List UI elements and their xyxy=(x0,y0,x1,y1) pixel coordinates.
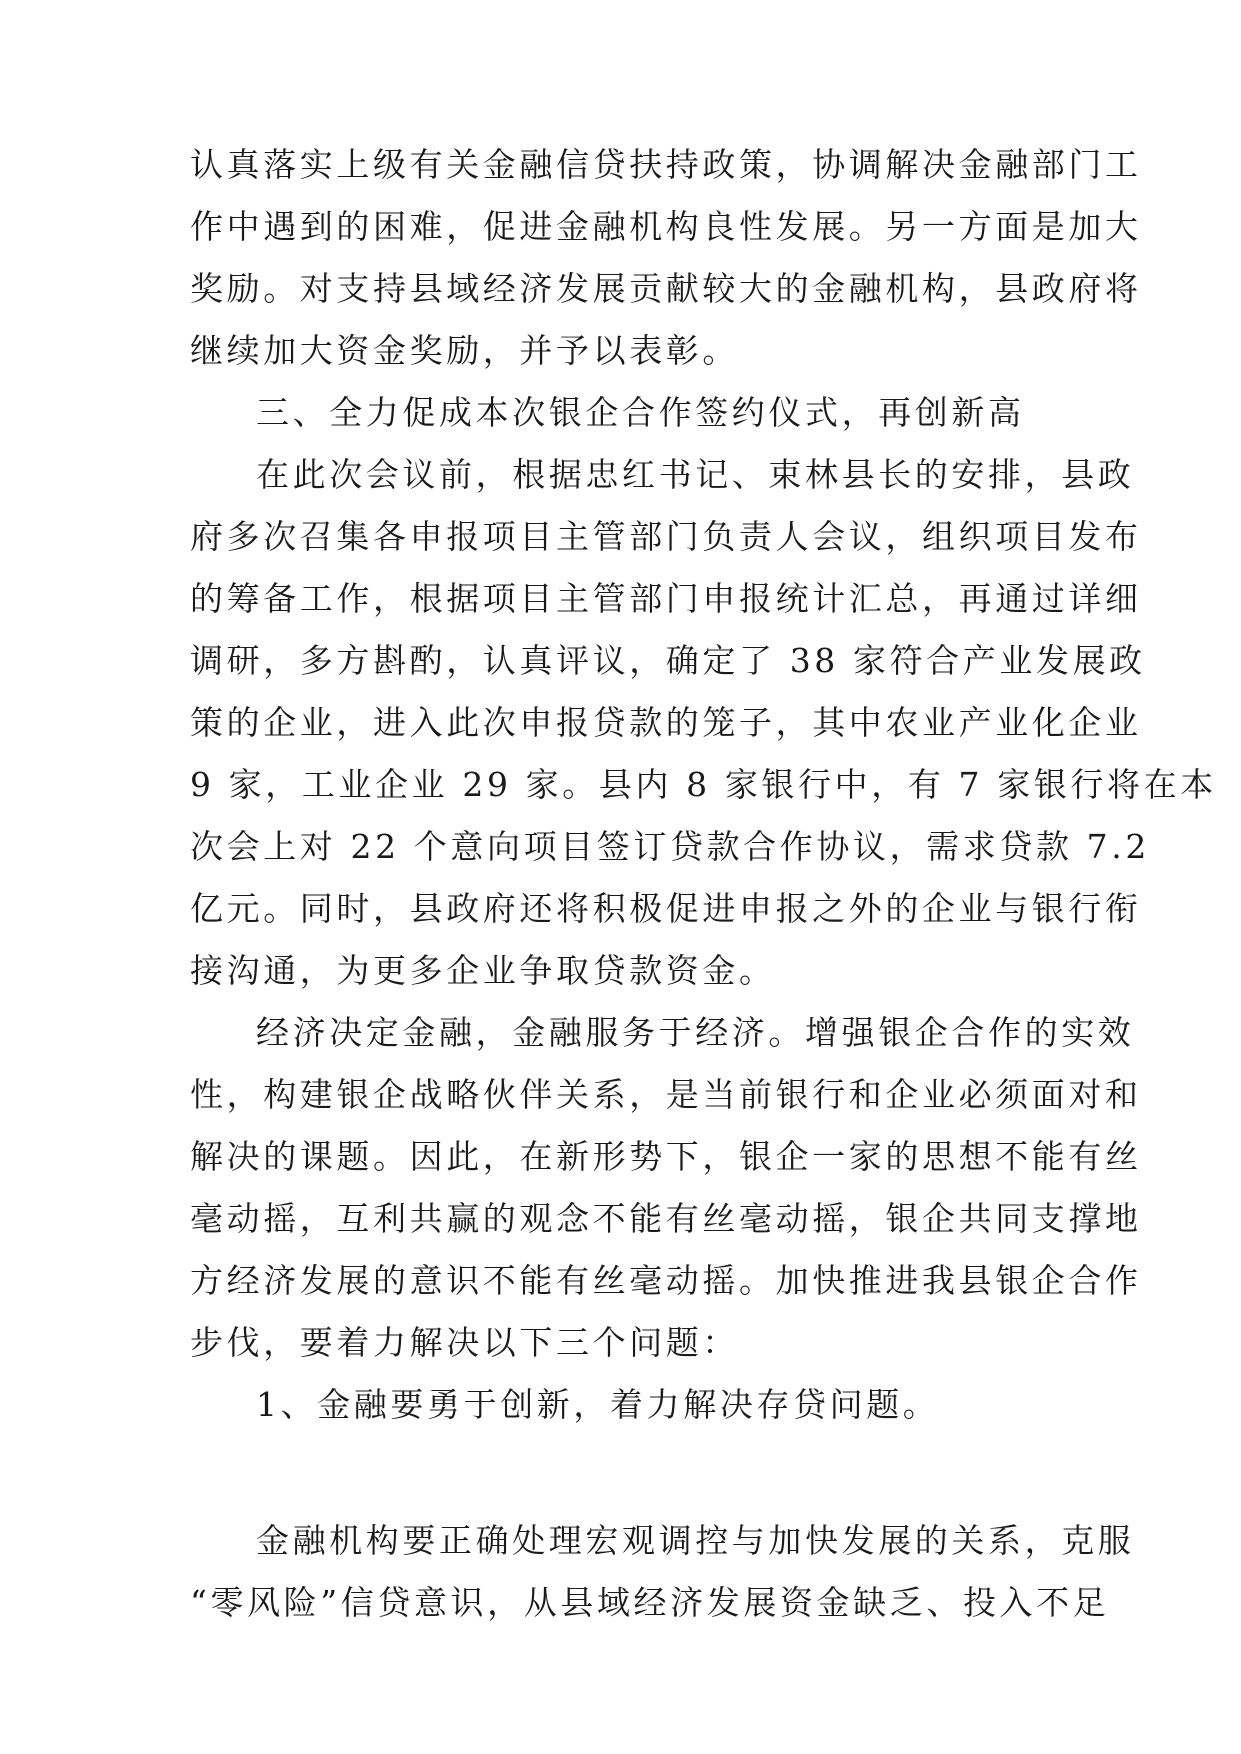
text-line: 认真落实上级有关金融信贷扶持政策，协调解决金融部门工 xyxy=(190,145,1142,184)
text-line: 作中遇到的困难，促进金融机构良性发展。另一方面是加大 xyxy=(190,207,1142,246)
text-line: 接沟通，为更多企业争取贷款资金。 xyxy=(190,951,776,990)
text-line: 解决的课题。因此，在新形势下，银企一家的思想不能有丝 xyxy=(190,1137,1142,1176)
text-line: 继续加大资金奖励，并予以表彰。 xyxy=(190,331,739,370)
subsection-heading: 1、金融要勇于创新，着力解决存贷问题。 xyxy=(256,1385,940,1424)
text-line: 府多次召集各申报项目主管部门负责人会议，组织项目发布 xyxy=(190,517,1142,556)
text-line: 9 家，工业企业 29 家。县内 8 家银行中，有 7 家银行将在本 xyxy=(190,765,1217,804)
text-line: 性，构建银企战略伙伴关系，是当前银行和企业必须面对和 xyxy=(190,1075,1142,1114)
text-line: 毫动摇，互利共赢的观念不能有丝毫动摇，银企共同支撑地 xyxy=(190,1199,1142,1238)
text-line: 在此次会议前，根据忠红书记、束林县长的安排，县政 xyxy=(256,455,1135,494)
text-line: 经济决定金融，金融服务于经济。增强银企合作的实效 xyxy=(256,1013,1135,1052)
text-line: 亿元。同时，县政府还将积极促进申报之外的企业与银行衔 xyxy=(190,889,1142,928)
text-line: 策的企业，进入此次申报贷款的笼子，其中农业产业化企业 xyxy=(190,703,1142,742)
text-line: 奖励。对支持县域经济发展贡献较大的金融机构，县政府将 xyxy=(190,269,1142,308)
text-line: 方经济发展的意识不能有丝毫动摇。加快推进我县银企合作 xyxy=(190,1261,1142,1300)
section-heading: 三、全力促成本次银企合作签约仪式，再创新高 xyxy=(256,393,1025,432)
text-line: 金融机构要正确处理宏观调控与加快发展的关系，克服 xyxy=(256,1521,1135,1560)
text-line: 次会上对 22 个意向项目签订贷款合作协议，需求贷款 7.2 xyxy=(190,827,1150,866)
text-line: 调研，多方斟酌，认真评议，确定了 38 家符合产业发展政 xyxy=(190,641,1146,680)
text-line: 步伐，要着力解决以下三个问题： xyxy=(190,1323,739,1362)
text-line: “零风险”信贷意识，从县域经济发展资金缺乏、投入不足 xyxy=(190,1583,1110,1622)
text-line: 的筹备工作，根据项目主管部门申报统计汇总，再通过详细 xyxy=(190,579,1142,618)
